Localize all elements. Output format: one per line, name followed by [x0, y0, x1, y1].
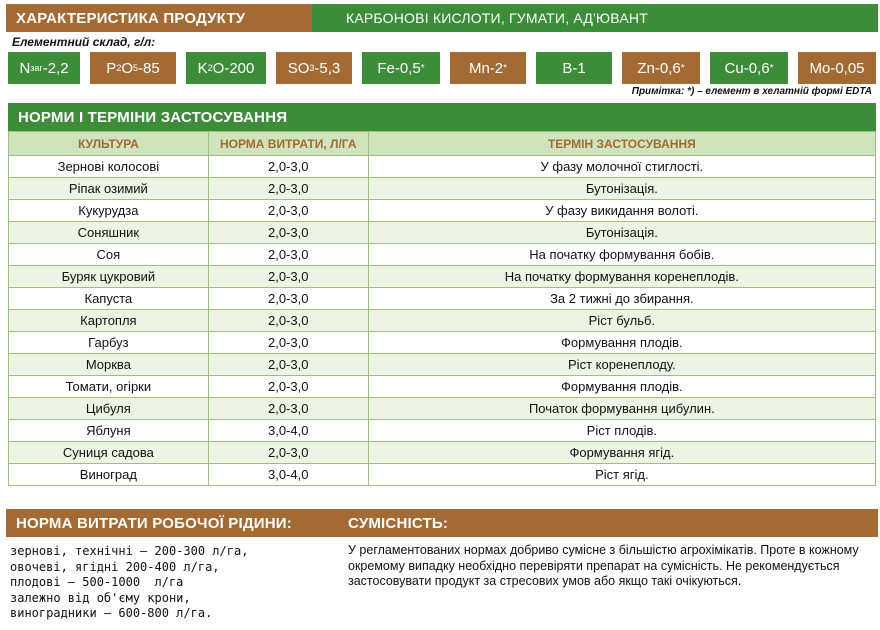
- crop-cell: Морква: [9, 354, 209, 376]
- crop-cell: Буряк цукровий: [9, 266, 209, 288]
- product-type-title: КАРБОНОВІ КИСЛОТИ, ГУМАТИ, АД'ЮВАНТ: [346, 10, 648, 26]
- rate-cell: 2,0-3,0: [208, 376, 368, 398]
- elemental-composition-label: Елементний склад, г/л:: [12, 35, 156, 49]
- rate-cell: 2,0-3,0: [208, 222, 368, 244]
- chelate-mark: *: [769, 62, 774, 74]
- element-subscript: 5: [133, 63, 139, 73]
- crop-cell: Виноград: [9, 464, 209, 486]
- element-symbol: P: [106, 59, 117, 77]
- table-row: [9, 244, 876, 266]
- working-fluid-line: виноградники – 600-800 л/га.: [10, 606, 213, 620]
- element-badge: [276, 52, 352, 84]
- crop-cell: Картопля: [9, 310, 209, 332]
- element-symbol: Cu-0,6: [724, 59, 770, 77]
- table-row: [9, 200, 876, 222]
- rate-cell: 2,0-3,0: [208, 288, 368, 310]
- timing-cell: За 2 тижні до збирання.: [368, 288, 875, 310]
- rate-cell: 2,0-3,0: [208, 178, 368, 200]
- element-value: -5,3: [314, 59, 341, 77]
- table-row: [9, 288, 876, 310]
- table-row: [9, 398, 876, 420]
- rate-cell: 2,0-3,0: [208, 156, 368, 178]
- crop-cell: Цибуля: [9, 398, 209, 420]
- crop-cell: Соя: [9, 244, 209, 266]
- crop-cell: Соняшник: [9, 222, 209, 244]
- rate-cell: 2,0-3,0: [208, 398, 368, 420]
- chelate-mark: *: [420, 62, 425, 74]
- timing-cell: Бутонізація.: [368, 178, 875, 200]
- timing-cell: Ріст бульб.: [368, 310, 875, 332]
- element-symbol: Mn-2: [468, 59, 504, 77]
- element-symbol: B-1: [562, 59, 586, 77]
- rate-cell: 2,0-3,0: [208, 310, 368, 332]
- element-badge: [8, 52, 80, 84]
- element-symbol: Mo-0,05: [809, 59, 865, 77]
- element-badge: [622, 52, 700, 84]
- element-symbol-part: O: [212, 59, 225, 77]
- table-row: [9, 266, 876, 288]
- element-subscript: 2: [207, 63, 213, 73]
- timing-cell: На початку формування бобів.: [368, 244, 875, 266]
- compatibility-header: [314, 509, 878, 537]
- element-badge: [186, 52, 266, 84]
- element-badge: [798, 52, 876, 84]
- timing-cell: Початок формування цибулин.: [368, 398, 875, 420]
- timing-cell: Ріст плодів.: [368, 420, 875, 442]
- table-row: [9, 420, 876, 442]
- norms-section-title: НОРМИ І ТЕРМІНИ ЗАСТОСУВАННЯ: [18, 108, 288, 126]
- column-header-timing: ТЕРМІН ЗАСТОСУВАННЯ: [368, 132, 875, 156]
- crop-cell: Гарбуз: [9, 332, 209, 354]
- element-symbol: SO: [287, 59, 310, 77]
- rate-cell: 2,0-3,0: [208, 266, 368, 288]
- crop-cell: Кукурудза: [9, 200, 209, 222]
- rate-cell: 2,0-3,0: [208, 200, 368, 222]
- crop-cell: Яблуня: [9, 420, 209, 442]
- crop-cell: Суниця садова: [9, 442, 209, 464]
- rate-cell: 3,0-4,0: [208, 420, 368, 442]
- table-row: [9, 442, 876, 464]
- timing-cell: Ріст ягід.: [368, 464, 875, 486]
- compatibility-title: СУМІСНІСТЬ:: [348, 514, 449, 532]
- norms-table: [8, 131, 876, 486]
- chelate-mark: *: [503, 62, 508, 74]
- element-subscript: 3: [309, 63, 315, 73]
- table-row: [9, 376, 876, 398]
- rate-cell: 2,0-3,0: [208, 332, 368, 354]
- element-badge: [450, 52, 526, 84]
- element-symbol-part: O: [121, 59, 133, 77]
- timing-cell: На початку формування коренеплодів.: [368, 266, 875, 288]
- table-row: [9, 222, 876, 244]
- timing-cell: У фазу викидання волоті.: [368, 200, 875, 222]
- element-badge: [90, 52, 176, 84]
- timing-cell: Ріст коренеплоду.: [368, 354, 875, 376]
- element-subscript: 2: [116, 63, 122, 73]
- table-row: [9, 156, 876, 178]
- rate-cell: 2,0-3,0: [208, 354, 368, 376]
- element-badge: [362, 52, 440, 84]
- table-row: [9, 354, 876, 376]
- crop-cell: Ріпак озимий: [9, 178, 209, 200]
- element-value: -200: [224, 59, 255, 77]
- product-type-header: [312, 4, 878, 32]
- timing-cell: Формування плодів.: [368, 332, 875, 354]
- table-row: [9, 332, 876, 354]
- timing-cell: У фазу молочної стиглості.: [368, 156, 875, 178]
- column-header-rate: НОРМА ВИТРАТИ, Л/ГА: [208, 132, 368, 156]
- column-header-crop: КУЛЬТУРА: [9, 132, 209, 156]
- table-header-row: [9, 132, 876, 156]
- element-symbol: Fe-0,5: [377, 59, 421, 77]
- product-characteristics-header: [6, 4, 312, 32]
- element-badges: [8, 52, 876, 84]
- table-row: [9, 464, 876, 486]
- timing-cell: Бутонізація.: [368, 222, 875, 244]
- chelate-mark: *: [680, 62, 685, 74]
- working-fluid-line: плодові – 500-1000 л/га: [10, 575, 184, 589]
- rate-cell: 2,0-3,0: [208, 442, 368, 464]
- norms-section-header: [8, 103, 876, 131]
- working-fluid-title: НОРМА ВИТРАТИ РОБОЧОЇ РІДИНИ:: [16, 514, 292, 532]
- table-row: [9, 178, 876, 200]
- element-symbol: N: [19, 59, 31, 77]
- crop-cell: Зернові колосові: [9, 156, 209, 178]
- crop-cell: Томати, огірки: [9, 376, 209, 398]
- element-value: -2,2: [42, 59, 69, 77]
- working-fluid-text: [10, 544, 248, 622]
- timing-cell: Формування ягід.: [368, 442, 875, 464]
- crop-cell: Капуста: [9, 288, 209, 310]
- working-fluid-header: [6, 509, 314, 537]
- chelate-note: Примітка: *) – елемент в хелатній формі EDTA: [631, 86, 872, 97]
- working-fluid-line: зернові, технічні – 200-300 л/га,: [10, 544, 249, 558]
- element-symbol: Zn-0,6: [637, 59, 681, 77]
- compatibility-text: У регламентованих нормах добриво сумісне з більшістю агрохімікатів. Проте в кожному окремому випадку необхідно перевіряти препарат на сумісність. Не рекомендується застосовувати продукт за стресових умов або якщо такі очікуються.: [348, 543, 859, 588]
- element-badge: [710, 52, 788, 84]
- working-fluid-line: овочеві, ягідні 200-400 л/га,: [10, 559, 220, 574]
- element-subscript: заг: [30, 63, 43, 73]
- table-row: [9, 310, 876, 332]
- rate-cell: 2,0-3,0: [208, 244, 368, 266]
- timing-cell: Формування плодів.: [368, 376, 875, 398]
- element-symbol: K: [197, 59, 208, 77]
- rate-cell: 3,0-4,0: [208, 464, 368, 486]
- product-characteristics-title: ХАРАКТЕРИСТИКА ПРОДУКТУ: [16, 9, 246, 27]
- element-value: -85: [138, 59, 160, 77]
- working-fluid-line: залежно від об'єму крони,: [10, 590, 191, 605]
- element-badge: [536, 52, 612, 84]
